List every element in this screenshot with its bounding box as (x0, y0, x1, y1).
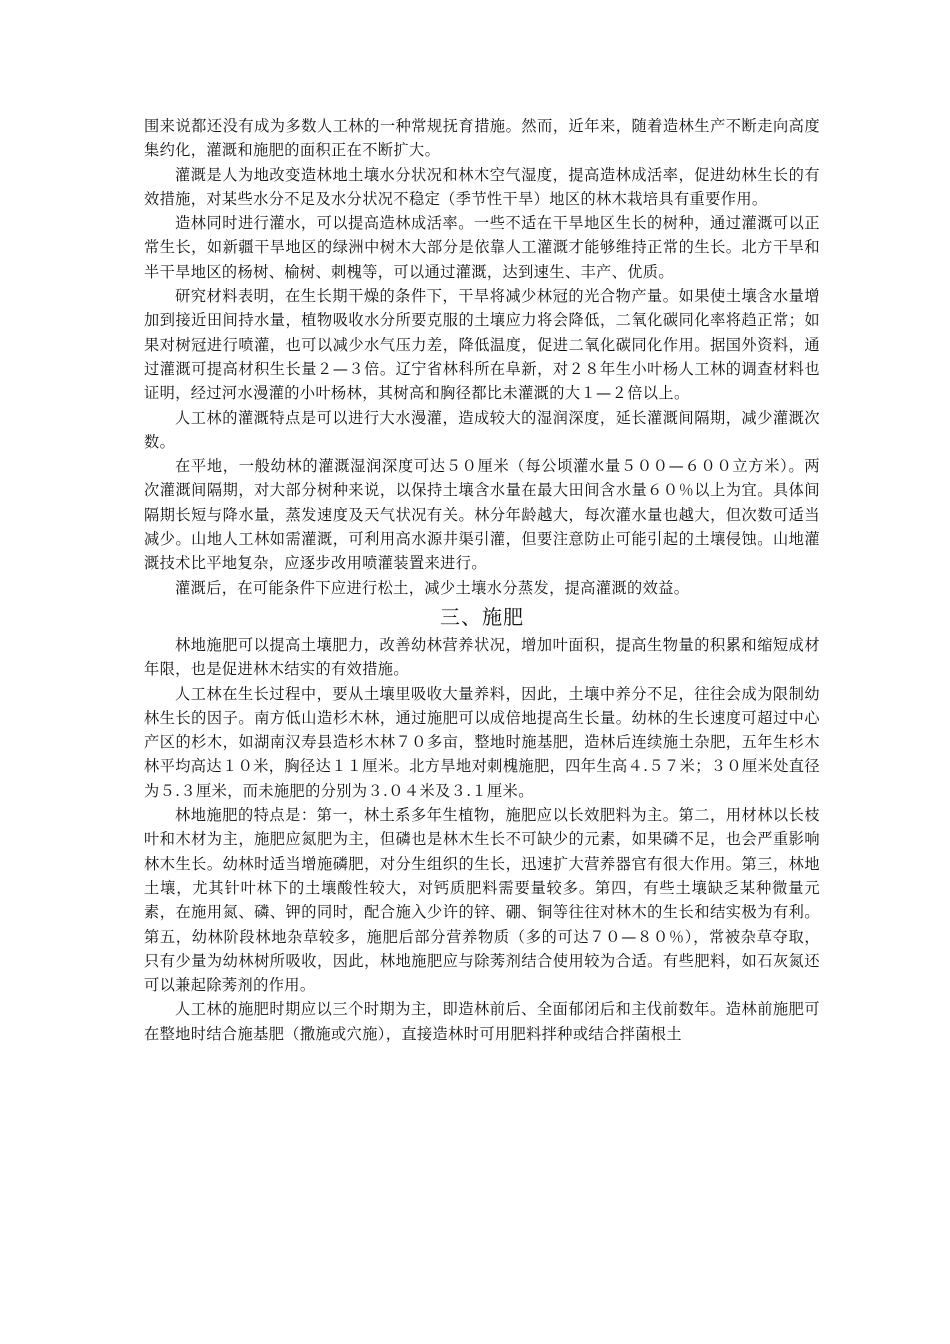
paragraph-fertilization-timing: 人工林的施肥时期应以三个时期为主，即造林前后、全面郁闭后和主伐前数年。造林前施肥可在整地时结合施基肥（撒施或穴施），直接造林时可用肥料拌种或结合拌菌根土 (144, 1000, 820, 1043)
paragraph-irrigation-survival: 造林同时进行灌水，可以提高造林成活率。一些不适在干旱地区生长的树种，通过灌溉可以正常生长，如新疆干旱地区的绿洲中树木大部分是依靠人工灌溉才能够维持正常的生长。北方干旱和半干旱地区的杨树、榆树、刺槐等，可以通过灌溉，达到速生、丰产、优质。 (144, 214, 820, 281)
document-body (144, 114, 820, 1046)
paragraph-irrigation-depth: 在平地，一般幼林的灌溉湿润深度可达５０厘米（每公顷灌水量５００—６００立方米）。两次灌溉间隔期，对大部分树种来说，以保持土壤含水量在最大田间含水量６０％以上为宜。具体间隔期长短与降水量，蒸发速度及天气状况有关。林分年龄越大，每次灌水量也越大，但次数可适当减少。山地人工林如需灌溉，可利用高水源井渠引灌，但要注意防止可能引起的土壤侵蚀。山地灌溉技术比平地复杂，应逐步改用喷灌装置来进行。 (144, 457, 820, 573)
paragraph-continued: 围来说都还没有成为多数人工林的一种常规抚育措施。然而，近年来，随着造林生产不断走向高度集约化，灌溉和施肥的面积正在不断扩大。 (144, 117, 820, 160)
section-heading-fertilization: 三、施肥 (440, 604, 524, 629)
paragraph-fertilization-features: 林地施肥的特点是：第一，林土系多年生植物，施肥应以长效肥料为主。第二，用材林以长枝叶和木材为主，施肥应氮肥为主，但磷也是林木生长不可缺少的元素，如果磷不足，也会严重影响林木生长。幼林时适当增施磷肥，对分生组织的生长，迅速扩大营养器官有很大作用。第三，林地土壤，尤其针叶林下的土壤酸性较大，对钙质肥料需要量较多。第四，有些土壤缺乏某种微量元素，在施用氮、磷、钾的同时，配合施入少许的锌、硼、铜等往往对林木的生长和结实极为有利。第五，幼林阶段林地杂草较多，施肥后部分营养物质（多的可达７０—８０％），常被杂草夺取，只有少量为幼林树所吸收，因此，林地施肥应与除莠剂结合使用较为合适。有些肥料，如石灰氮还可以兼起除莠剂的作用。 (144, 806, 820, 995)
paragraph-after-irrigation: 灌溉后，在可能条件下应进行松土，减少土壤水分蒸发，提高灌溉的效益。 (175, 578, 690, 597)
paragraph-irrigation-definition: 灌溉是人为地改变造林地土壤水分状况和林木空气湿度，提高造林成活率，促进幼林生长的有效措施，对某些水分不足及水分状况不稳定（季节性干旱）地区的林木栽培具有重要作用。 (144, 165, 820, 208)
paragraph-nutrient-needs: 人工林在生长过程中，要从土壤里吸收大量养料，因此，土壤中养分不足，往往会成为限制幼林生长的因子。南方低山造杉木林，通过施肥可以成倍地提高生长量。幼林的生长速度可超过中心产区的杉木，如湖南汉寿县造杉木林７０多亩，整地时施基肥，造林后连续施土杂肥，五年生杉木林平均高达１０米，胸径达１１厘米。北方旱地对刺槐施肥，四年生高４.５７米；３０厘米处直径为５.３厘米，而未施肥的分别为３.０４米及３.１厘米。 (144, 684, 820, 800)
paragraph-irrigation-features: 人工林的灌溉特点是可以进行大水漫灌，造成较大的湿润深度，延长灌溉间隔期，减少灌溉次数。 (144, 408, 820, 451)
paragraph-fertilization-benefits: 林地施肥可以提高土壤肥力，改善幼林营养状况，增加叶面积，提高生物量的积累和缩短成材年限，也是促进林木结实的有效措施。 (144, 635, 820, 679)
paragraph-research-findings: 研究材料表明，在生长期干燥的条件下，干旱将减少林冠的光合物产量。如果使土壤含水量增加到接近田间持水量，植物吸收水分所要克服的土壤应力将会降低，二氧化碳同化率将趋正常；如果对树冠进行喷灌，也可以减少水气压力差，降低温度，促进二氧化碳同化作用。据国外资料，通过灌溉可提高材积生长量２—３倍。辽宁省林科所在阜新，对２８年生小叶杨人工林的调查材料也证明，经过河水漫灌的小叶杨林，其树高和胸径都比未灌溉的大１—２倍以上。 (144, 287, 820, 403)
